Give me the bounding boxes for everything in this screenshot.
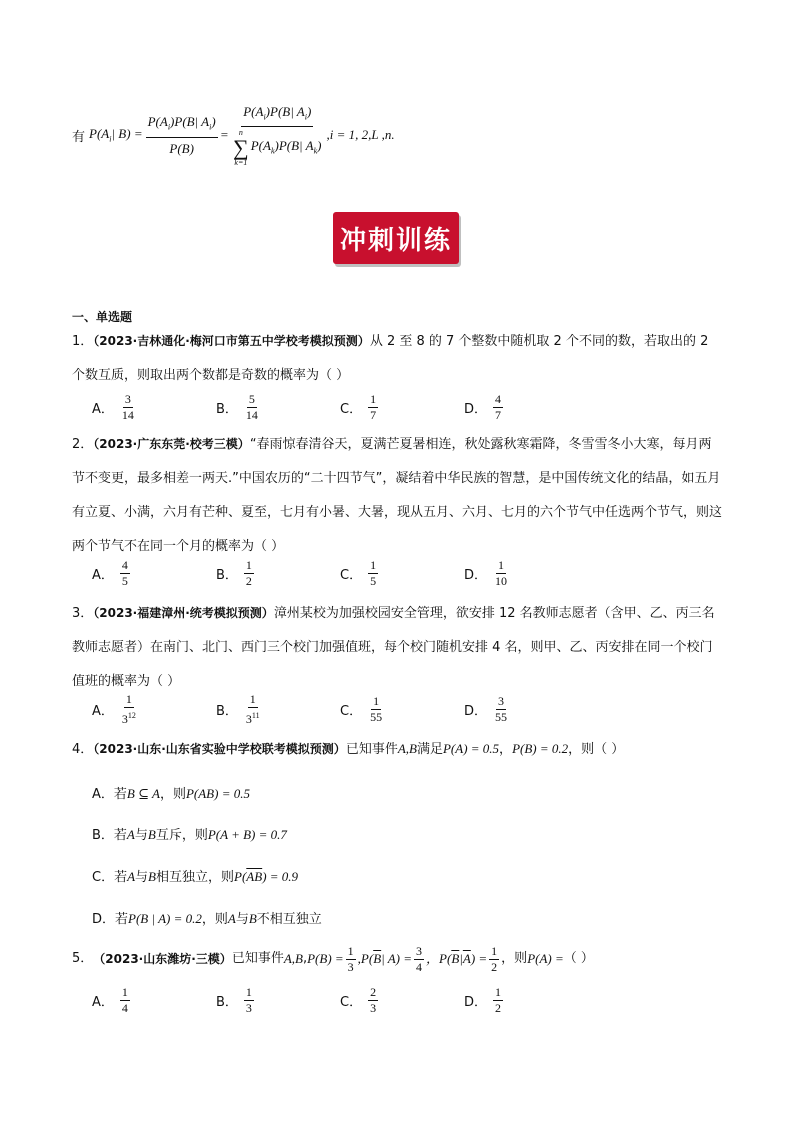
option-b[interactable]: B． 5 14	[216, 392, 258, 422]
option-d[interactable]: D． 4 7	[464, 392, 502, 422]
question-4-option-d[interactable]: D．若P(B | A) = 0.2，则A与B不相互独立	[92, 911, 322, 927]
option-c[interactable]: C． 1 55	[340, 694, 383, 724]
question-3: 3．（2023·福建漳州·统考模拟预测）漳州某校为加强校园安全管理，欲安排 12 名教师志愿者（含甲、乙、丙三名教师志愿者）在南门、北门、西门三个校门加强值班，每个校门随机安排 4 名，则甲、乙、丙安排在同一个校门值班的概率为（ ）	[72, 606, 715, 689]
option-a[interactable]: A． 3 14	[92, 392, 134, 422]
question-4-option-b[interactable]: B．若A与B互斥，则P(A + B) = 0.7	[92, 827, 287, 843]
section-heading: 一、单选题	[72, 310, 133, 324]
option-d[interactable]: D． 1 2	[464, 985, 502, 1015]
question-2: 2．（2023·广东东莞·校考三模）“春雨惊春清谷天，夏满芒夏暑相连，秋处露秋寒霜降，冬雪雪冬小大寒，每月两节不变更，最多相差一两天.”中国农历的“二十四节气”，凝结着中华民族的智慧，是中国传统文化的结晶，如五月有立夏、小满，六月有芒种、夏至，七月有小暑、大暑，现从五月、六月、七月的六个节气中任选两个节气，则这两个节气不在同一个月的概率为（ ）	[72, 437, 723, 554]
option-a[interactable]: A． 1 4	[92, 985, 128, 1015]
question-5-options	[92, 985, 588, 1016]
option-b[interactable]: B． 1 3	[216, 985, 252, 1015]
sprint-training-banner	[333, 212, 459, 264]
question-1: 1．（2023·吉林通化·梅河口市第五中学校考模拟预测）从 2 至 8 的 7 个整数中随机取 2 个不同的数，若取出的 2 个数互质，则取出两个数都是奇数的概率为（ ）	[72, 334, 709, 383]
question-source: （2023·吉林通化·梅河口市第五中学校考模拟预测）	[93, 334, 370, 348]
question-4-option-a[interactable]: A．若B ⊆ A，则P(AB) = 0.5	[92, 786, 250, 802]
option-a[interactable]: A． 1 $3^{12}$	[92, 692, 136, 726]
formula-fraction-1: $\frac{P(A_i)P(B| A_i)}{P(B)}$	[147, 114, 216, 156]
option-c[interactable]: C． 2 3	[340, 985, 377, 1015]
option-b[interactable]: B． 1 $3^{11}$	[216, 692, 260, 726]
option-a[interactable]: A． 4 5	[92, 558, 128, 588]
option-c[interactable]: C． 1 5	[340, 558, 377, 588]
question-source: （2023·福建漳州·统考模拟预测）	[93, 606, 274, 620]
question-3-options	[92, 692, 588, 727]
question-source: （2023·山东潍坊·三模）	[93, 952, 232, 966]
option-d[interactable]: D． 3 55	[464, 694, 508, 724]
option-b[interactable]: B． 1 2	[216, 558, 252, 588]
banner-title: 冲刺训练	[339, 225, 452, 256]
question-4: 4．（2023·山东·山东省实验中学校联考模拟预测）已知事件A,B满足P(A) = 0.5，P(B) = 0.2，则（ ）	[72, 741, 625, 757]
summation-symbol: n ∑ k=1	[233, 128, 249, 168]
question-1-options	[92, 392, 588, 423]
formula-prefix: 有	[72, 129, 86, 145]
question-5: 5． （2023·山东潍坊·三模） 已知事件 A,B , P(B) = $\frac{1}{3}$ $,P(\overline{B}|$ A) = $\frac{3}{4}$ ，$P(\overline{B}|\overline{A})$ = $\frac{1}{2}$ ，则 P(A) = （ ）	[72, 940, 722, 978]
bayes-formula: 有 $P(A_i|$ B) = $\frac{P(A_i)P(B| A_i)}{P(B)}$ = $P(A_i)P(B|$ $A_i$) n ∑ k=1 $P(A_k)P(B|$ $A_k$) ,i = 1, 2,L ,n.	[72, 103, 395, 168]
option-c[interactable]: C． 1 7	[340, 392, 377, 422]
formula-fraction-2: $P(A_i)P(B|$ $A_i$) n ∑ k=1 $P(A_k)P(B|$ $A_k$)	[233, 103, 322, 168]
question-source: （2023·广东东莞·校考三模）	[93, 437, 250, 451]
option-d[interactable]: D． 1 10	[464, 558, 508, 588]
question-4-option-c[interactable]: C．若A与B相互独立，则$P(\overline{AB}) = 0.9$	[92, 869, 299, 885]
question-source: （2023·山东·山东省实验中学校联考模拟预测）	[93, 742, 346, 756]
question-2-options	[92, 558, 588, 589]
